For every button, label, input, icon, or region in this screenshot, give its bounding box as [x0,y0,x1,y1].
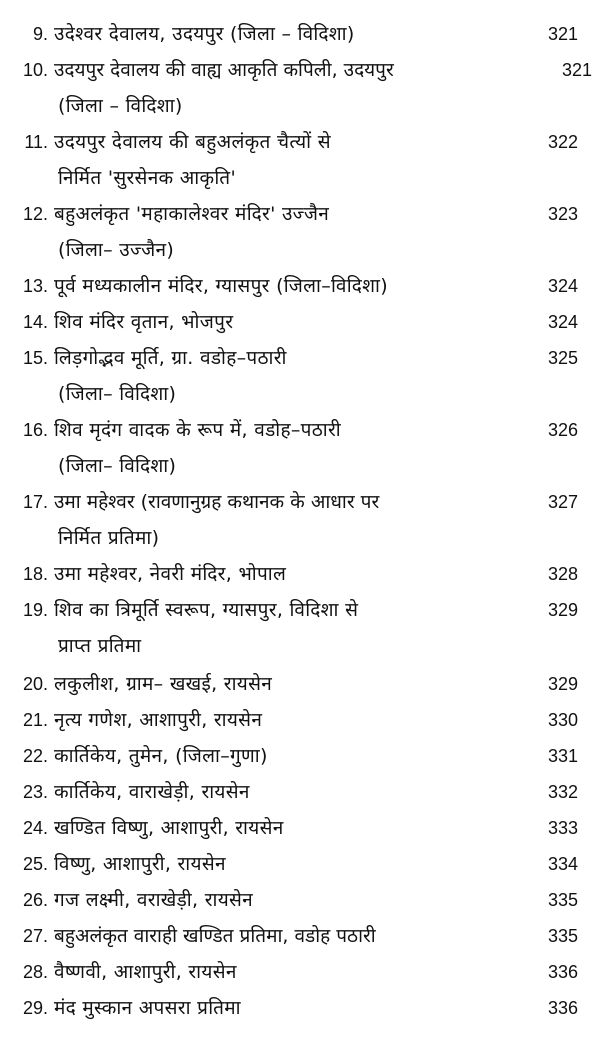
entry-title: बहुअलंकृत 'महाकालेश्वर मंदिर' उज्जैन [54,203,330,225]
entry-title: शिव का त्रिमूर्ति स्वरूप, ग्यासपुर, विदिशा से [54,599,359,621]
entry-page-number: 335 [547,926,578,946]
entry-page-number: 335 [547,890,578,910]
entry-number: 27. [22,926,48,946]
entry-number: 26. [22,890,48,910]
entry-number: 22. [22,746,48,766]
entry-page-number: 330 [547,710,578,730]
entry-number: 9. [32,24,48,44]
entry-title: लकुलीश, ग्राम– खखई, रायसेन [54,673,273,695]
entry-page-number: 333 [547,818,578,838]
entry-title-continued: (जिला – विदिशा) [58,95,183,117]
entry-number: 13. [22,276,48,296]
entry-title: लिड़गोद्भव मूर्ति, ग्रा. वडोह–पठारी [54,347,287,369]
entry-number: 21. [22,710,48,730]
entry-title: उदयपुर देवालय की वाह्य आकृति कपिली, उदयपुर [54,59,394,81]
entry-page-number: 329 [547,674,578,694]
entry-number: 15. [22,348,48,368]
entry-page-number: 336 [547,998,578,1018]
entry-number: 17. [22,492,48,512]
entry-title: कार्तिकेय, वाराखेड़ी, रायसेन [54,781,250,803]
entry-title: मंद मुस्कान अपसरा प्रतिमा [54,997,241,1019]
entry-number: 25. [22,854,48,874]
entry-title: उमा महेश्वर (रावणानुग्रह कथानक के आधार पर [54,491,380,513]
entry-title-continued: निर्मित प्रतिमा) [58,527,160,549]
entry-title: विष्णु, आशापुरी, रायसेन [54,853,226,875]
entry-page-number: 329 [547,600,578,620]
entry-number: 20. [22,674,48,694]
entry-title: पूर्व मध्यकालीन मंदिर, ग्यासपुर (जिला–विदिशा) [54,275,388,297]
entry-page-number: 321 [547,24,578,44]
entry-page-number: 334 [547,854,578,874]
entry-title-continued: (जिला– विदिशा) [58,455,177,477]
entry-page-number: 324 [547,276,578,296]
entry-number: 16. [22,420,48,440]
entry-page-number: 336 [547,962,578,982]
entry-number: 11. [24,132,48,152]
entry-number: 14. [22,312,48,332]
entry-title: नृत्य गणेश, आशापुरी, रायसेन [54,709,263,731]
entry-page-number: 328 [547,564,578,584]
entry-page-number: 322 [547,132,578,152]
entry-title: खण्डित विष्णु, आशापुरी, रायसेन [54,817,284,839]
entry-title-continued: (जिला– विदिशा) [58,383,177,405]
entry-number: 12. [22,204,48,224]
entry-title: उदेश्वर देवालय, उदयपुर (जिला – विदिशा) [54,23,355,45]
entry-title: बहुअलंकृत वाराही खण्डित प्रतिमा, वडोह पठारी [54,925,376,947]
entry-title: कार्तिकेय, तुमेन, (जिला–गुणा) [54,745,268,767]
entry-title: शिव मंदिर वृतान, भोजपुर [54,311,234,333]
entry-page-number: 321 [561,60,592,80]
entry-page-number: 331 [547,746,578,766]
entry-title-continued: (जिला– उज्जैन) [58,239,175,261]
entry-number: 28. [22,962,48,982]
entry-page-number: 325 [547,348,578,368]
entry-title: वैष्णवी, आशापुरी, रायसेन [54,961,237,983]
entry-page-number: 327 [547,492,578,512]
entry-page-number: 332 [547,782,578,802]
entry-number: 23. [22,782,48,802]
entry-page-number: 324 [547,312,578,332]
entry-title: शिव मृदंग वादक के रूप में, वडोह–पठारी [54,419,341,441]
entry-title: गज लक्ष्मी, वराखेड़ी, रायसेन [54,889,253,911]
entry-number: 29. [22,998,48,1018]
entry-title: उमा महेश्वर, नेवरी मंदिर, भोपाल [54,563,287,585]
entry-number: 18. [22,564,48,584]
entry-number: 10. [22,60,48,80]
entry-title: उदयपुर देवालय की बहुअलंकृत चैत्यों से [54,131,331,153]
entry-number: 24. [22,818,48,838]
entry-number: 19. [22,600,48,620]
entry-title-continued: निर्मित 'सुरसेनक आकृति' [58,167,236,189]
entry-title-continued: प्राप्त प्रतिमा [58,635,142,657]
entry-page-number: 323 [547,204,578,224]
entry-page-number: 326 [547,420,578,440]
